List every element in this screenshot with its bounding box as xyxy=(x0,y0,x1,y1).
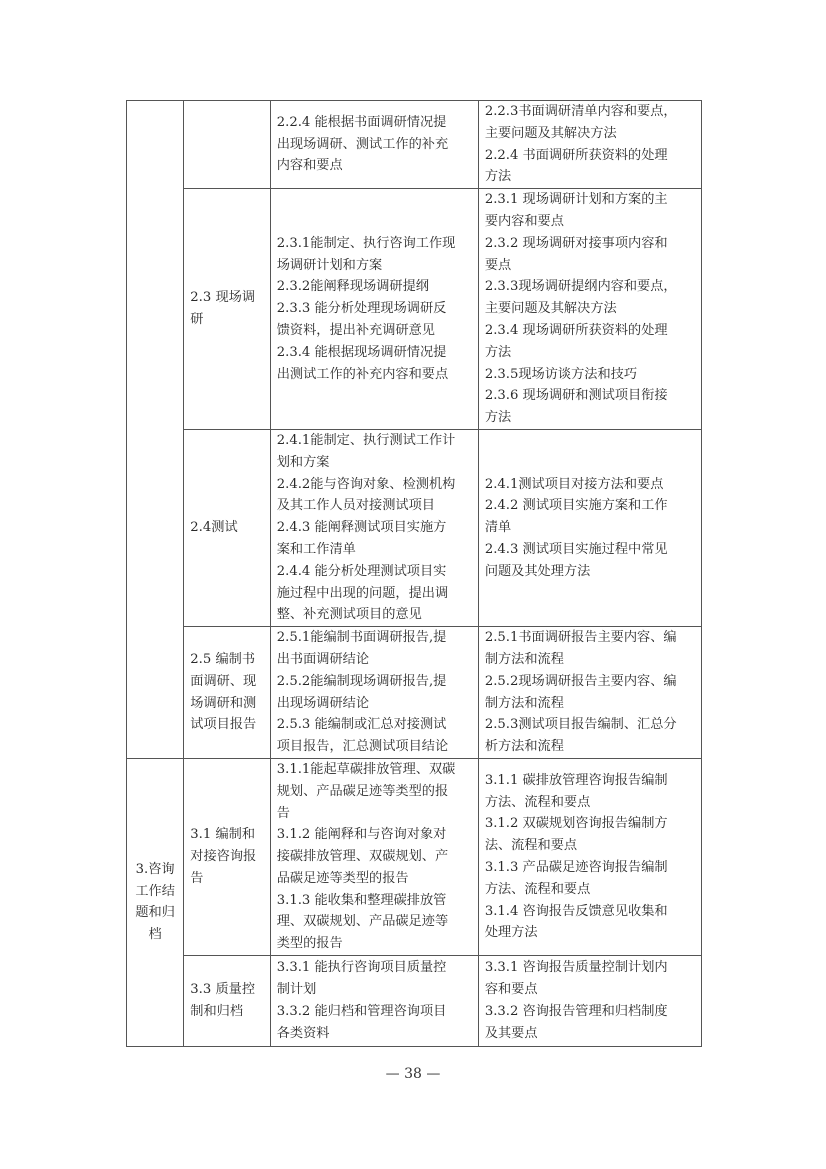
cell-text-line: 2.4.3 能阐释测试项目实施方 xyxy=(276,520,447,536)
work-content-cell xyxy=(184,758,270,955)
cell-text-line: 各类资料 xyxy=(276,1025,330,1041)
cell-text-line: 2.3.2 现场调研对接事项内容和 xyxy=(484,235,668,251)
skill-requirement-cell xyxy=(270,627,478,759)
cell-text-line: 2.4.4 能分析处理测试项目实 xyxy=(276,563,447,579)
cell-text-line: 告 xyxy=(276,805,290,821)
related-knowledge-cell xyxy=(478,429,701,626)
cell-text-line: 场调研计划和方案 xyxy=(276,257,383,273)
cell-text-line: 制计划 xyxy=(276,982,317,998)
cell-text-line: 出测试工作的补充内容和要点 xyxy=(276,366,449,382)
cell-text-line: 2.5.2现场调研报告主要内容、编 xyxy=(484,673,677,689)
cell-text-line: 出现场调研、测试工作的补充 xyxy=(276,136,449,152)
skill-requirement-cell xyxy=(270,101,478,189)
cell-text-line: 2.4.2能与咨询对象、检测机构 xyxy=(276,476,456,492)
cell-text-line: 问题及其处理方法 xyxy=(484,563,591,579)
cell-text-line: 2.5.1能编制书面调研报告,提 xyxy=(276,630,447,646)
related-knowledge-cell xyxy=(478,627,701,759)
cell-text-line: 告 xyxy=(190,870,204,886)
cell-text-line: 馈资料，提出补充调研意见 xyxy=(276,322,435,338)
module-cell xyxy=(127,758,184,1046)
cell-text-line: 2.4.1能制定、执行测试工作计 xyxy=(276,432,456,448)
cell-text-line: 制方法和流程 xyxy=(484,651,564,667)
cell-text-line: 2.5.3测试项目报告编制、汇总分 xyxy=(484,717,677,733)
cell-text-line: 2.2.4 能根据书面调研情况提 xyxy=(276,114,447,130)
cell-text-line: 2.3.5现场访谈方法和技巧 xyxy=(484,366,638,382)
cell-text-line: 清单 xyxy=(484,520,512,536)
cell-text-line: 理、双碳规划、产品碳足迹等 xyxy=(276,914,449,930)
work-content-cell xyxy=(184,956,270,1047)
cell-text-line: 3.3.2 能归档和管理咨询项目 xyxy=(276,1004,447,1020)
cell-text-line: 制和归档 xyxy=(190,1004,244,1020)
cell-text-line: 方法 xyxy=(484,410,512,426)
related-knowledge-cell xyxy=(478,956,701,1047)
competency-table xyxy=(126,100,702,1047)
cell-text-line: 品碳足迹等类型的报告 xyxy=(276,870,409,886)
cell-text-line: 及其工作人员对接测试项目 xyxy=(276,498,435,514)
skill-requirement-cell xyxy=(270,758,478,955)
work-content-cell xyxy=(184,627,270,759)
cell-text-line: 3.3.1 能执行咨询项目质量控 xyxy=(276,960,447,976)
table-row xyxy=(127,956,702,1047)
cell-text-line: 内容和要点 xyxy=(276,158,343,174)
cell-text-line: 2.4.2 测试项目实施方案和工作 xyxy=(484,498,668,514)
cell-text-line: 对接咨询报 xyxy=(190,849,257,865)
cell-text-line: 主要问题及其解决方法 xyxy=(484,125,617,141)
related-knowledge-cell xyxy=(478,101,701,189)
cell-text-line: 划和方案 xyxy=(276,454,330,470)
cell-text-line: 容和要点 xyxy=(484,982,538,998)
cell-text-line: 处理方法 xyxy=(484,925,538,941)
cell-text-line: 场调研和测 xyxy=(190,695,257,711)
work-content-cell xyxy=(184,429,270,626)
cell-text-line: 2.3.3 能分析处理现场调研反 xyxy=(276,301,447,317)
cell-text-line: 3.1.2 能阐释和与咨询对象对 xyxy=(276,827,447,843)
cell-text-line: 3.1.1能起草碳排放管理、双碳 xyxy=(276,761,456,777)
table-row xyxy=(127,758,702,955)
cell-text-line: 施过程中出现的问题，提出调 xyxy=(276,585,449,601)
table-row xyxy=(127,189,702,430)
table-row xyxy=(127,429,702,626)
cell-text-line: 接碳排放管理、双碳规划、产 xyxy=(276,849,449,865)
cell-text-line: 3.3.2 咨询报告管理和归档制度 xyxy=(484,1004,668,1020)
cell-text-line: 3.1.3 能收集和整理碳排放管 xyxy=(276,892,447,908)
cell-text-line: 方法、流程和要点 xyxy=(484,794,591,810)
cell-text-line: 出书面调研结论 xyxy=(276,651,370,667)
skill-requirement-cell xyxy=(270,429,478,626)
cell-text-line: 案和工作清单 xyxy=(276,541,356,557)
cell-text-line: 3.咨询 xyxy=(135,861,175,877)
cell-text-line: 析方法和流程 xyxy=(484,739,564,755)
cell-text-line: 2.3.6 现场调研和测试项目衔接 xyxy=(484,388,668,404)
cell-text-line: 工作结 xyxy=(135,883,175,899)
cell-text-line: 2.3.1能制定、执行咨询工作现 xyxy=(276,235,456,251)
work-content-cell xyxy=(184,189,270,430)
cell-text-line: 3.1.2 双碳规划咨询报告编制方 xyxy=(484,816,668,832)
cell-text-line: 法、流程和要点 xyxy=(484,838,578,854)
cell-text-line: 2.4.1测试项目对接方法和要点 xyxy=(484,476,664,492)
cell-text-line: 2.5.1书面调研报告主要内容、编 xyxy=(484,630,677,646)
cell-text-line: 2.4.3 测试项目实施过程中常见 xyxy=(484,541,668,557)
skill-requirement-cell xyxy=(270,956,478,1047)
work-content-cell xyxy=(184,101,270,189)
cell-text-line: 项目报告，汇总测试项目结论 xyxy=(276,739,449,755)
cell-text-line: 2.4测试 xyxy=(190,520,238,536)
cell-text-line: 档 xyxy=(148,927,162,943)
cell-text-line: 3.3 质量控 xyxy=(190,982,256,998)
cell-text-line: 制方法和流程 xyxy=(484,695,564,711)
cell-text-line: 3.3.1 咨询报告质量控制计划内 xyxy=(484,960,668,976)
cell-text-line: 2.2.3书面调研清单内容和要点， xyxy=(484,104,677,119)
cell-text-line: 要点 xyxy=(484,257,512,273)
cell-text-line: 整、补充测试项目的意见 xyxy=(276,607,422,623)
cell-text-line: 要内容和要点 xyxy=(484,213,564,229)
cell-text-line: 2.2.4 书面调研所获资料的处理 xyxy=(484,147,668,163)
skill-requirement-cell xyxy=(270,189,478,430)
cell-text-line: 2.3.3现场调研提纲内容和要点， xyxy=(484,279,677,295)
cell-text-line: 2.3.4 能根据现场调研情况提 xyxy=(276,344,447,360)
page-number: — 38 — xyxy=(385,1066,441,1082)
module-cell xyxy=(127,101,184,759)
cell-text-line: 2.3.2能阐释现场调研提纲 xyxy=(276,279,429,295)
cell-text-line: 3.1.1 碳排放管理咨询报告编制 xyxy=(484,772,668,788)
cell-text-line: 主要问题及其解决方法 xyxy=(484,301,617,317)
cell-text-line: 研 xyxy=(190,312,204,328)
cell-text-line: 规划、产品碳足迹等类型的报 xyxy=(276,783,449,799)
cell-text-line: 3.1 编制和 xyxy=(190,827,256,843)
cell-text-line: 方法 xyxy=(484,169,512,185)
related-knowledge-cell xyxy=(478,758,701,955)
cell-text-line: 2.5 编制书 xyxy=(190,651,256,667)
related-knowledge-cell xyxy=(478,189,701,430)
table-row xyxy=(127,627,702,759)
cell-text-line: 2.3.1 现场调研计划和方案的主 xyxy=(484,192,668,208)
cell-text-line: 试项目报告 xyxy=(190,717,257,733)
cell-text-line: 2.5.3 能编制或汇总对接测试 xyxy=(276,717,447,733)
cell-text-line: 类型的报告 xyxy=(276,936,343,952)
cell-text-line: 3.1.4 咨询报告反馈意见收集和 xyxy=(484,903,668,919)
cell-text-line: 及其要点 xyxy=(484,1025,538,1041)
cell-text-line: 题和归 xyxy=(135,905,175,921)
table-row xyxy=(127,101,702,189)
cell-text-line: 出现场调研结论 xyxy=(276,695,370,711)
cell-text-line: 面调研、现 xyxy=(190,673,257,689)
cell-text-line: 方法、流程和要点 xyxy=(484,881,591,897)
cell-text-line: 2.5.2能编制现场调研报告,提 xyxy=(276,673,447,689)
cell-text-line: 2.3 现场调 xyxy=(190,290,256,306)
cell-text-line: 3.1.3 产品碳足迹咨询报告编制 xyxy=(484,859,668,875)
cell-text-line: 2.3.4 现场调研所获资料的处理 xyxy=(484,322,668,338)
cell-text-line: 方法 xyxy=(484,344,512,360)
